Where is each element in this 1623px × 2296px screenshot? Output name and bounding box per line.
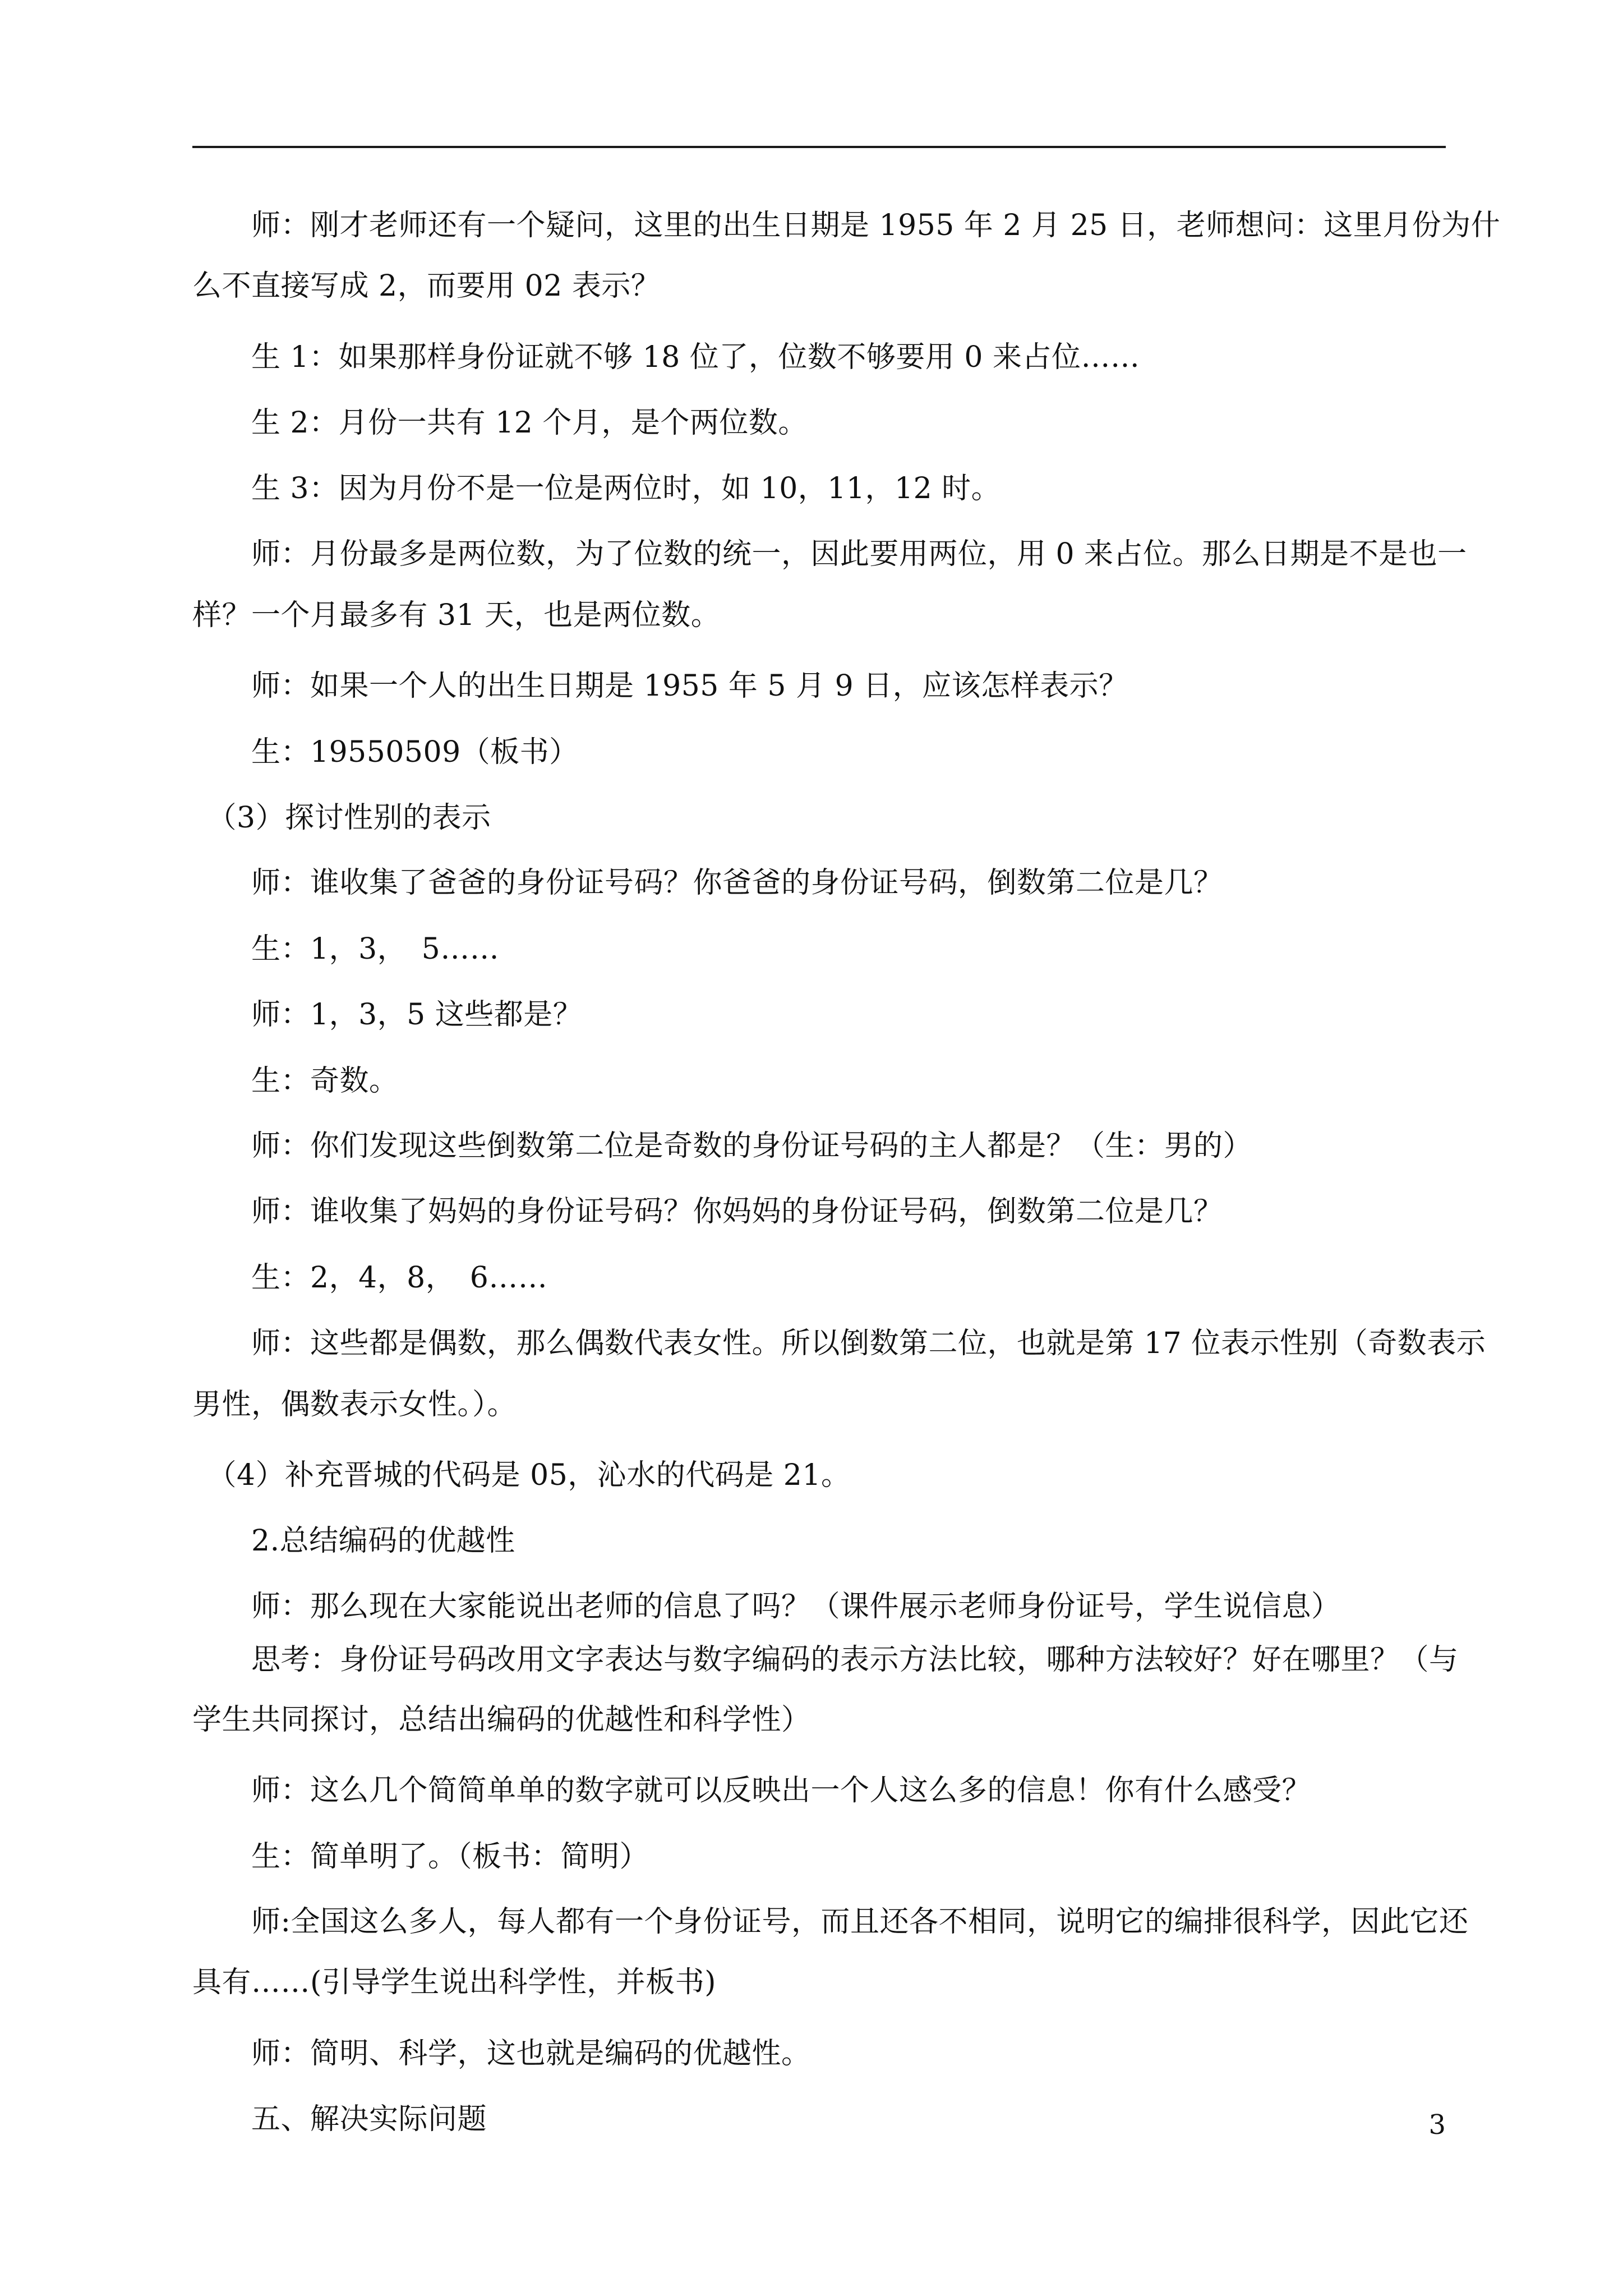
text-line: 生：19550509（板书） (192, 735, 579, 769)
text-line: 师：那么现在大家能说出老师的信息了吗？（课件展示老师身份证号，学生说信息） (192, 1590, 1341, 1623)
text-line: 男性，偶数表示女性。）。 (192, 1388, 517, 1421)
text-line: 师：刚才老师还有一个疑问，这里的出生日期是 1955 年 2 月 25 日，老师想问：这里月份为什 (192, 209, 1501, 242)
text-line: 师：月份最多是两位数，为了位数的统一，因此要用两位，用 0 来占位。那么日期是不是也一 (192, 537, 1467, 571)
text-line: 师：你们发现这些倒数第二位是奇数的身份证号码的主人都是？（生：男的） (192, 1129, 1253, 1163)
text-line: 生 1：如果那样身份证就不够 18 位了，位数不够要用 0 来占位…… (192, 341, 1140, 374)
section-heading: 五、解决实际问题 (192, 2102, 487, 2136)
text-line: 样？一个月最多有 31 天，也是两位数。 (192, 599, 721, 632)
text-line: 思考：身份证号码改用文字表达与数字编码的表示方法比较，哪种方法较好？好在哪里？（与 (192, 1643, 1459, 1677)
text-line: 师:全国这么多人，每人都有一个身份证号，而且还各不相同，说明它的编排很科学，因此它还 (192, 1905, 1469, 1939)
header-rule (192, 146, 1446, 148)
text-line: 师：这些都是偶数，那么偶数代表女性。所以倒数第二位，也就是第 17 位表示性别（奇数表示 (192, 1327, 1486, 1360)
text-line: 师：如果一个人的出生日期是 1955 年 5 月 9 日，应该怎样表示？ (192, 669, 1128, 703)
text-line: 师：1，3，5 这些都是？ (192, 998, 583, 1032)
text-line: 生 3：因为月份不是一位是两位时，如 10，11，12 时。 (192, 472, 1001, 505)
text-line: 师：这么几个简简单单的数字就可以反映出一个人这么多的信息！你有什么感受？ (192, 1774, 1312, 1807)
text-line: 师：简明、科学，这也就是编码的优越性。 (192, 2037, 811, 2070)
text-line: 生：1，3， 5…… (192, 932, 500, 966)
text-line: 生：奇数。 (192, 1064, 399, 1098)
section-heading: 2.总结编码的优越性 (192, 1524, 515, 1558)
text-line: 学生共同探讨，总结出编码的优越性和科学性） (192, 1703, 811, 1737)
text-line: 么不直接写成 2，而要用 02 表示？ (192, 269, 661, 303)
text-line: 生：简单明了。（板书：简明） (192, 1840, 649, 1874)
text-line: 具有……(引导学生说出科学性，并板书) (192, 1966, 717, 1999)
page-number: 3 (1428, 2109, 1446, 2141)
section-heading: （4）补充晋城的代码是 05，沁水的代码是 21。 (192, 1458, 851, 1492)
text-line: 师：谁收集了妈妈的身份证号码？你妈妈的身份证号码，倒数第二位是几？ (192, 1195, 1223, 1228)
text-line: 生 2：月份一共有 12 个月，是个两位数。 (192, 406, 808, 440)
text-line: 师：谁收集了爸爸的身份证号码？你爸爸的身份证号码，倒数第二位是几？ (192, 866, 1223, 900)
text-line: 生：2，4，8， 6…… (192, 1261, 548, 1295)
section-heading: （3）探讨性别的表示 (192, 801, 491, 835)
